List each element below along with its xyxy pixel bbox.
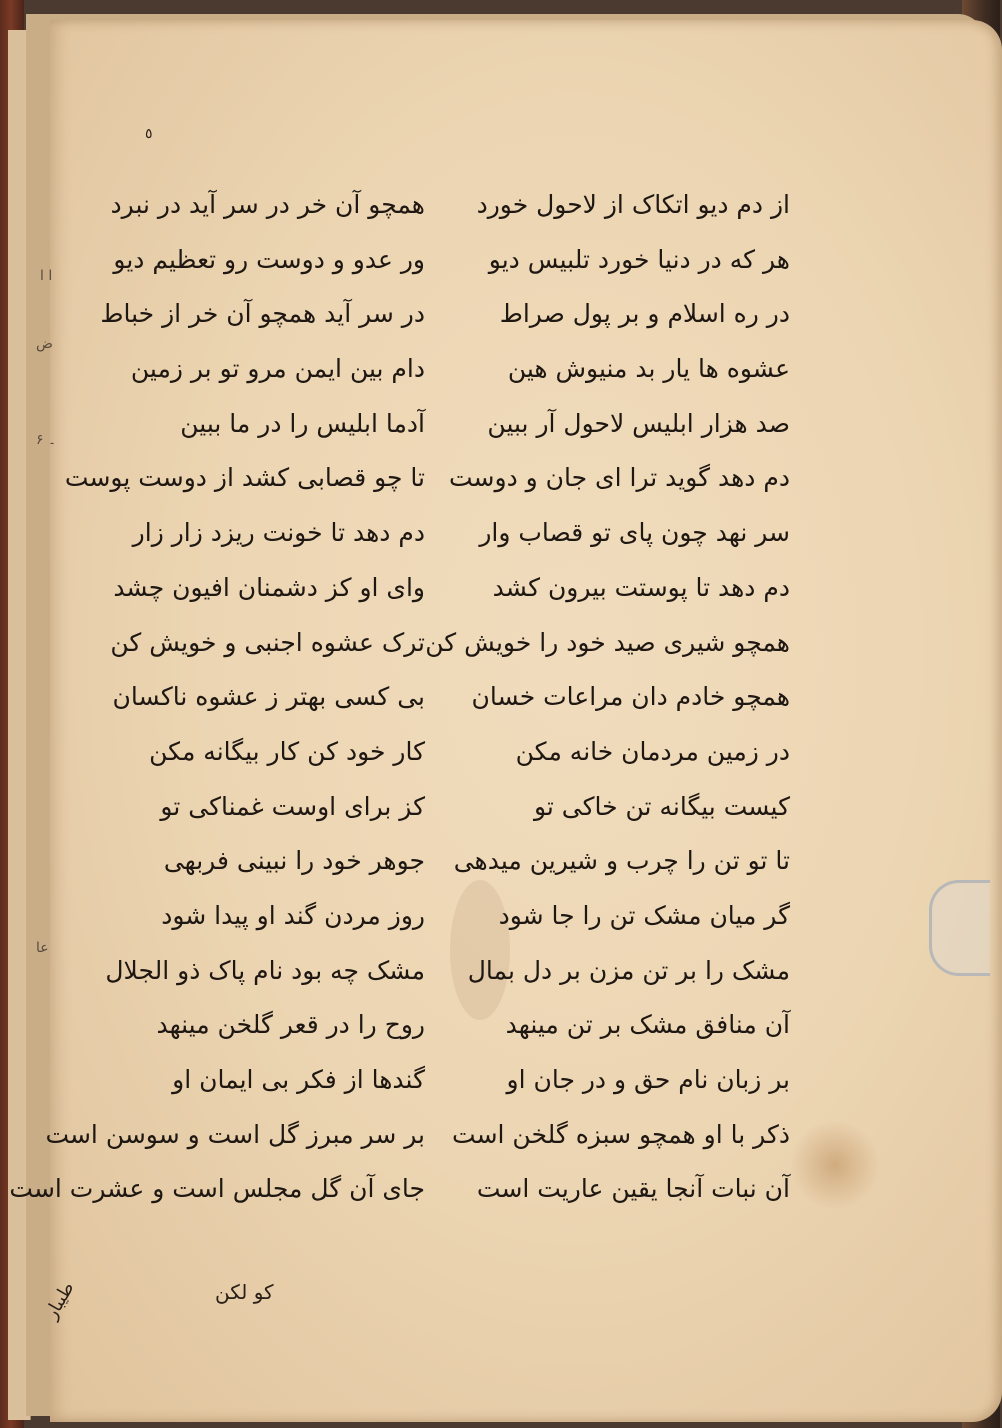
- verse-line: در ره اسلام و بر پول صراط: [499, 299, 790, 329]
- verse-line: صد هزار ابلیس لاحول آر ببین: [487, 408, 790, 438]
- verse-line: آدما ابلیس را در ما ببین: [180, 408, 425, 438]
- verse-column-right: [425, 178, 790, 1217]
- verse-line: در سر آید همچو آن خر از خباط: [100, 299, 425, 329]
- verse-line: تا چو قصابی کشد از دوست پوست: [64, 463, 425, 493]
- verse-line: همچو شیری صید خود را خویش کن: [425, 627, 790, 657]
- verse-line: آن نبات آنجا یقین عاریت است: [476, 1174, 790, 1204]
- margin-note: عا: [36, 940, 49, 956]
- verse-line: مشک چه بود نام پاک ذو الجلال: [105, 955, 425, 985]
- verse-line: بی کسی بهتر ز عشوه ناکسان: [112, 682, 425, 712]
- verse-line: کز برای اوست غمناکی تو: [160, 791, 425, 821]
- verse-line: تا تو تن را چرب و شیرین میدهی: [453, 846, 790, 876]
- verse-line: گندها از فکر بی ایمان او: [172, 1065, 425, 1094]
- page-clip: [929, 880, 990, 976]
- verse-line: همچو آن خر در سر آید در نبرد: [110, 190, 425, 219]
- verse-line: دام بین ایمن مرو تو بر زمین: [130, 354, 425, 384]
- verse-line: سر نهد چون پای تو قصاب وار: [479, 518, 790, 548]
- water-stain: [790, 1120, 880, 1210]
- verse-line: دم دهد تا خونت ریزد زار زار: [132, 518, 425, 548]
- margin-note: ا ا: [40, 268, 53, 284]
- verse-line: در زمین مردمان خانه مکن: [515, 736, 790, 766]
- verse-line: دم دهد تا پوستت بیرون کشد: [492, 572, 790, 602]
- verse-line: ور عدو و دوست رو تعظیم دیو: [113, 244, 425, 274]
- verse-line: عشوه ها یار بد منیوش هین: [507, 354, 790, 384]
- verse-line: کیست بیگانه تن خاکی تو: [533, 791, 790, 821]
- verse-line: دم دهد گوید ترا ای جان و دوست: [449, 463, 790, 493]
- verse-line: کار خود کن کار بیگانه مکن: [149, 736, 425, 766]
- margin-note: ض: [36, 336, 53, 352]
- catchword: کو لکن: [215, 1280, 274, 1304]
- verse-line: همچو خادم دان مراعات خسان: [471, 682, 790, 712]
- verse-line: از دم دیو اتکاک از لاحول خورد: [476, 190, 790, 219]
- verse-line: وای او کز دشمنان افیون چشد: [113, 572, 425, 602]
- verse-line: روز مردن گند او پیدا شود: [161, 900, 425, 930]
- verse-line: روح را در قعر گلخن مینهد: [156, 1010, 425, 1040]
- folio-mark: ٥: [145, 126, 153, 142]
- verse-line: بر سر مبرز گل است و سوسن است: [45, 1119, 425, 1149]
- margin-note: ۔ ۶: [36, 432, 57, 448]
- verse-line: جای آن گل مجلس است و عشرت است: [9, 1174, 425, 1204]
- verse-line: آن منافق مشک بر تن مینهد: [505, 1010, 790, 1040]
- verse-line: بر زبان نام حق و در جان او: [506, 1065, 790, 1094]
- verse-line: گر میان مشک تن را جا شود: [498, 900, 790, 930]
- verse-line: هر که در دنیا خورد تلبیس دیو: [488, 244, 790, 274]
- verse-line: مشک را بر تن مزن بر دل بمال: [467, 955, 790, 985]
- corner-note: طیبار: [40, 1278, 79, 1323]
- verse-line: جوهر خود را نبینی فربهی: [163, 846, 425, 876]
- verse-line: ذکر با او همچو سبزه گلخن است: [452, 1119, 790, 1149]
- verse-line: ترک عشوه اجنبی و خویش کن: [110, 627, 425, 657]
